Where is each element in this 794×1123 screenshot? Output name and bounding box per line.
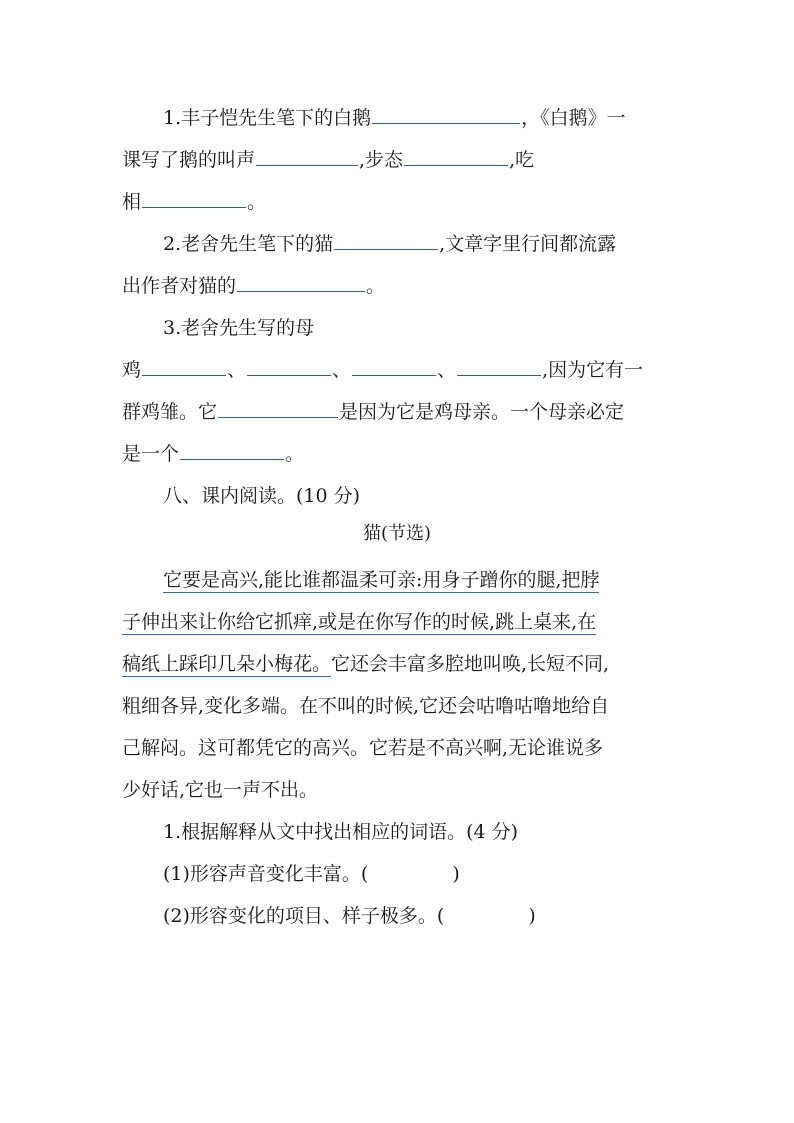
underlined-sentence: 它要是高兴,能比谁都温柔可亲:用身子蹭你的腿,把脖 bbox=[163, 569, 600, 591]
answer-blank[interactable] bbox=[372, 105, 520, 124]
q3-text: 是因为它是鸡母亲。一个母亲必定 bbox=[339, 401, 625, 423]
answer-blank[interactable] bbox=[218, 399, 338, 418]
q2-text: 出作者对猫的 bbox=[122, 275, 237, 297]
q1-text: 相 bbox=[122, 191, 142, 213]
q1-line-1 bbox=[163, 104, 723, 132]
q3-line-2 bbox=[122, 356, 682, 384]
subquestion-text: (2)形容变化的项目、样子极多。( bbox=[163, 905, 445, 927]
q3-text: 是一个 bbox=[122, 443, 180, 465]
q1-text: 1.丰子恺先生笔下的白鹅 bbox=[163, 107, 372, 129]
comma-separator: 、 bbox=[437, 359, 457, 381]
passage-text: 它还会丰富多腔地叫唤,长短不同, bbox=[331, 653, 610, 675]
q1-text: 课写了鹅的叫声 bbox=[122, 149, 256, 171]
q2-text: ,文章字里行间都流露 bbox=[439, 233, 617, 255]
q2-line-1 bbox=[163, 230, 723, 258]
reading-question-1: 1.根据解释从文中找出相应的词语。(4 分) bbox=[163, 821, 519, 843]
section-heading: 八、课内阅读。(10 分) bbox=[163, 485, 361, 507]
q1-text: 。 bbox=[247, 191, 267, 213]
reading-subquestion-2 bbox=[163, 902, 723, 930]
subquestion-text: (1)形容声音变化丰富。( bbox=[163, 863, 369, 885]
passage-line-5: 己解闷。这可都凭它的高兴。它若是不高兴啊,无论谁说多 bbox=[122, 737, 604, 759]
comma-separator: 、 bbox=[227, 359, 247, 381]
answer-blank[interactable] bbox=[457, 357, 541, 376]
answer-blank[interactable] bbox=[180, 441, 284, 460]
answer-blank[interactable] bbox=[142, 189, 246, 208]
passage-title: 猫(节选) bbox=[362, 523, 432, 544]
passage-line-4: 粗细各异,变化多端。在不叫的时候,它还会咕噜咕噜地给自 bbox=[122, 695, 610, 717]
closing-paren: ) bbox=[528, 905, 536, 927]
answer-blank[interactable] bbox=[404, 147, 508, 166]
q1-text: ，《白鹅》一 bbox=[521, 107, 626, 129]
q3-line-4 bbox=[122, 440, 682, 468]
passage-line-3 bbox=[122, 650, 682, 678]
answer-blank[interactable] bbox=[237, 273, 365, 292]
answer-blank[interactable] bbox=[256, 147, 358, 166]
answer-blank[interactable] bbox=[247, 357, 331, 376]
q3-text: 群鸡雏。它 bbox=[122, 401, 218, 423]
q3-line-1 bbox=[163, 314, 723, 342]
passage-line-1 bbox=[163, 566, 723, 594]
answer-blank[interactable] bbox=[334, 231, 438, 250]
q2-text: 。 bbox=[366, 275, 386, 297]
q2-text: 2.老舍先生笔下的猫 bbox=[163, 233, 334, 255]
q1-line-3 bbox=[122, 188, 682, 216]
closing-paren: ) bbox=[452, 863, 460, 885]
q3-line-3 bbox=[122, 398, 682, 426]
passage-line-2 bbox=[122, 608, 682, 636]
answer-blank[interactable] bbox=[352, 357, 436, 376]
q3-text: 鸡 bbox=[122, 359, 142, 381]
underlined-sentence: 稿纸上踩印几朵小梅花。 bbox=[122, 653, 332, 675]
passage-line-6: 少好话,它也一声不出。 bbox=[122, 779, 319, 801]
q3-text: ,因为它有一 bbox=[542, 359, 644, 381]
q3-text: 。 bbox=[285, 443, 305, 465]
reading-subquestion-1 bbox=[163, 860, 723, 888]
answer-blank[interactable] bbox=[142, 357, 226, 376]
q1-text: ,步态 bbox=[359, 149, 404, 171]
q2-line-2 bbox=[122, 272, 682, 300]
q1-text: ,吃 bbox=[509, 149, 535, 171]
underlined-sentence: 子伸出来让你给它抓痒,或是在你写作的时候,跳上桌来,在 bbox=[122, 611, 597, 633]
q1-line-2 bbox=[122, 146, 682, 174]
q3-text: 3.老舍先生写的母 bbox=[163, 317, 315, 339]
comma-separator: 、 bbox=[332, 359, 352, 381]
